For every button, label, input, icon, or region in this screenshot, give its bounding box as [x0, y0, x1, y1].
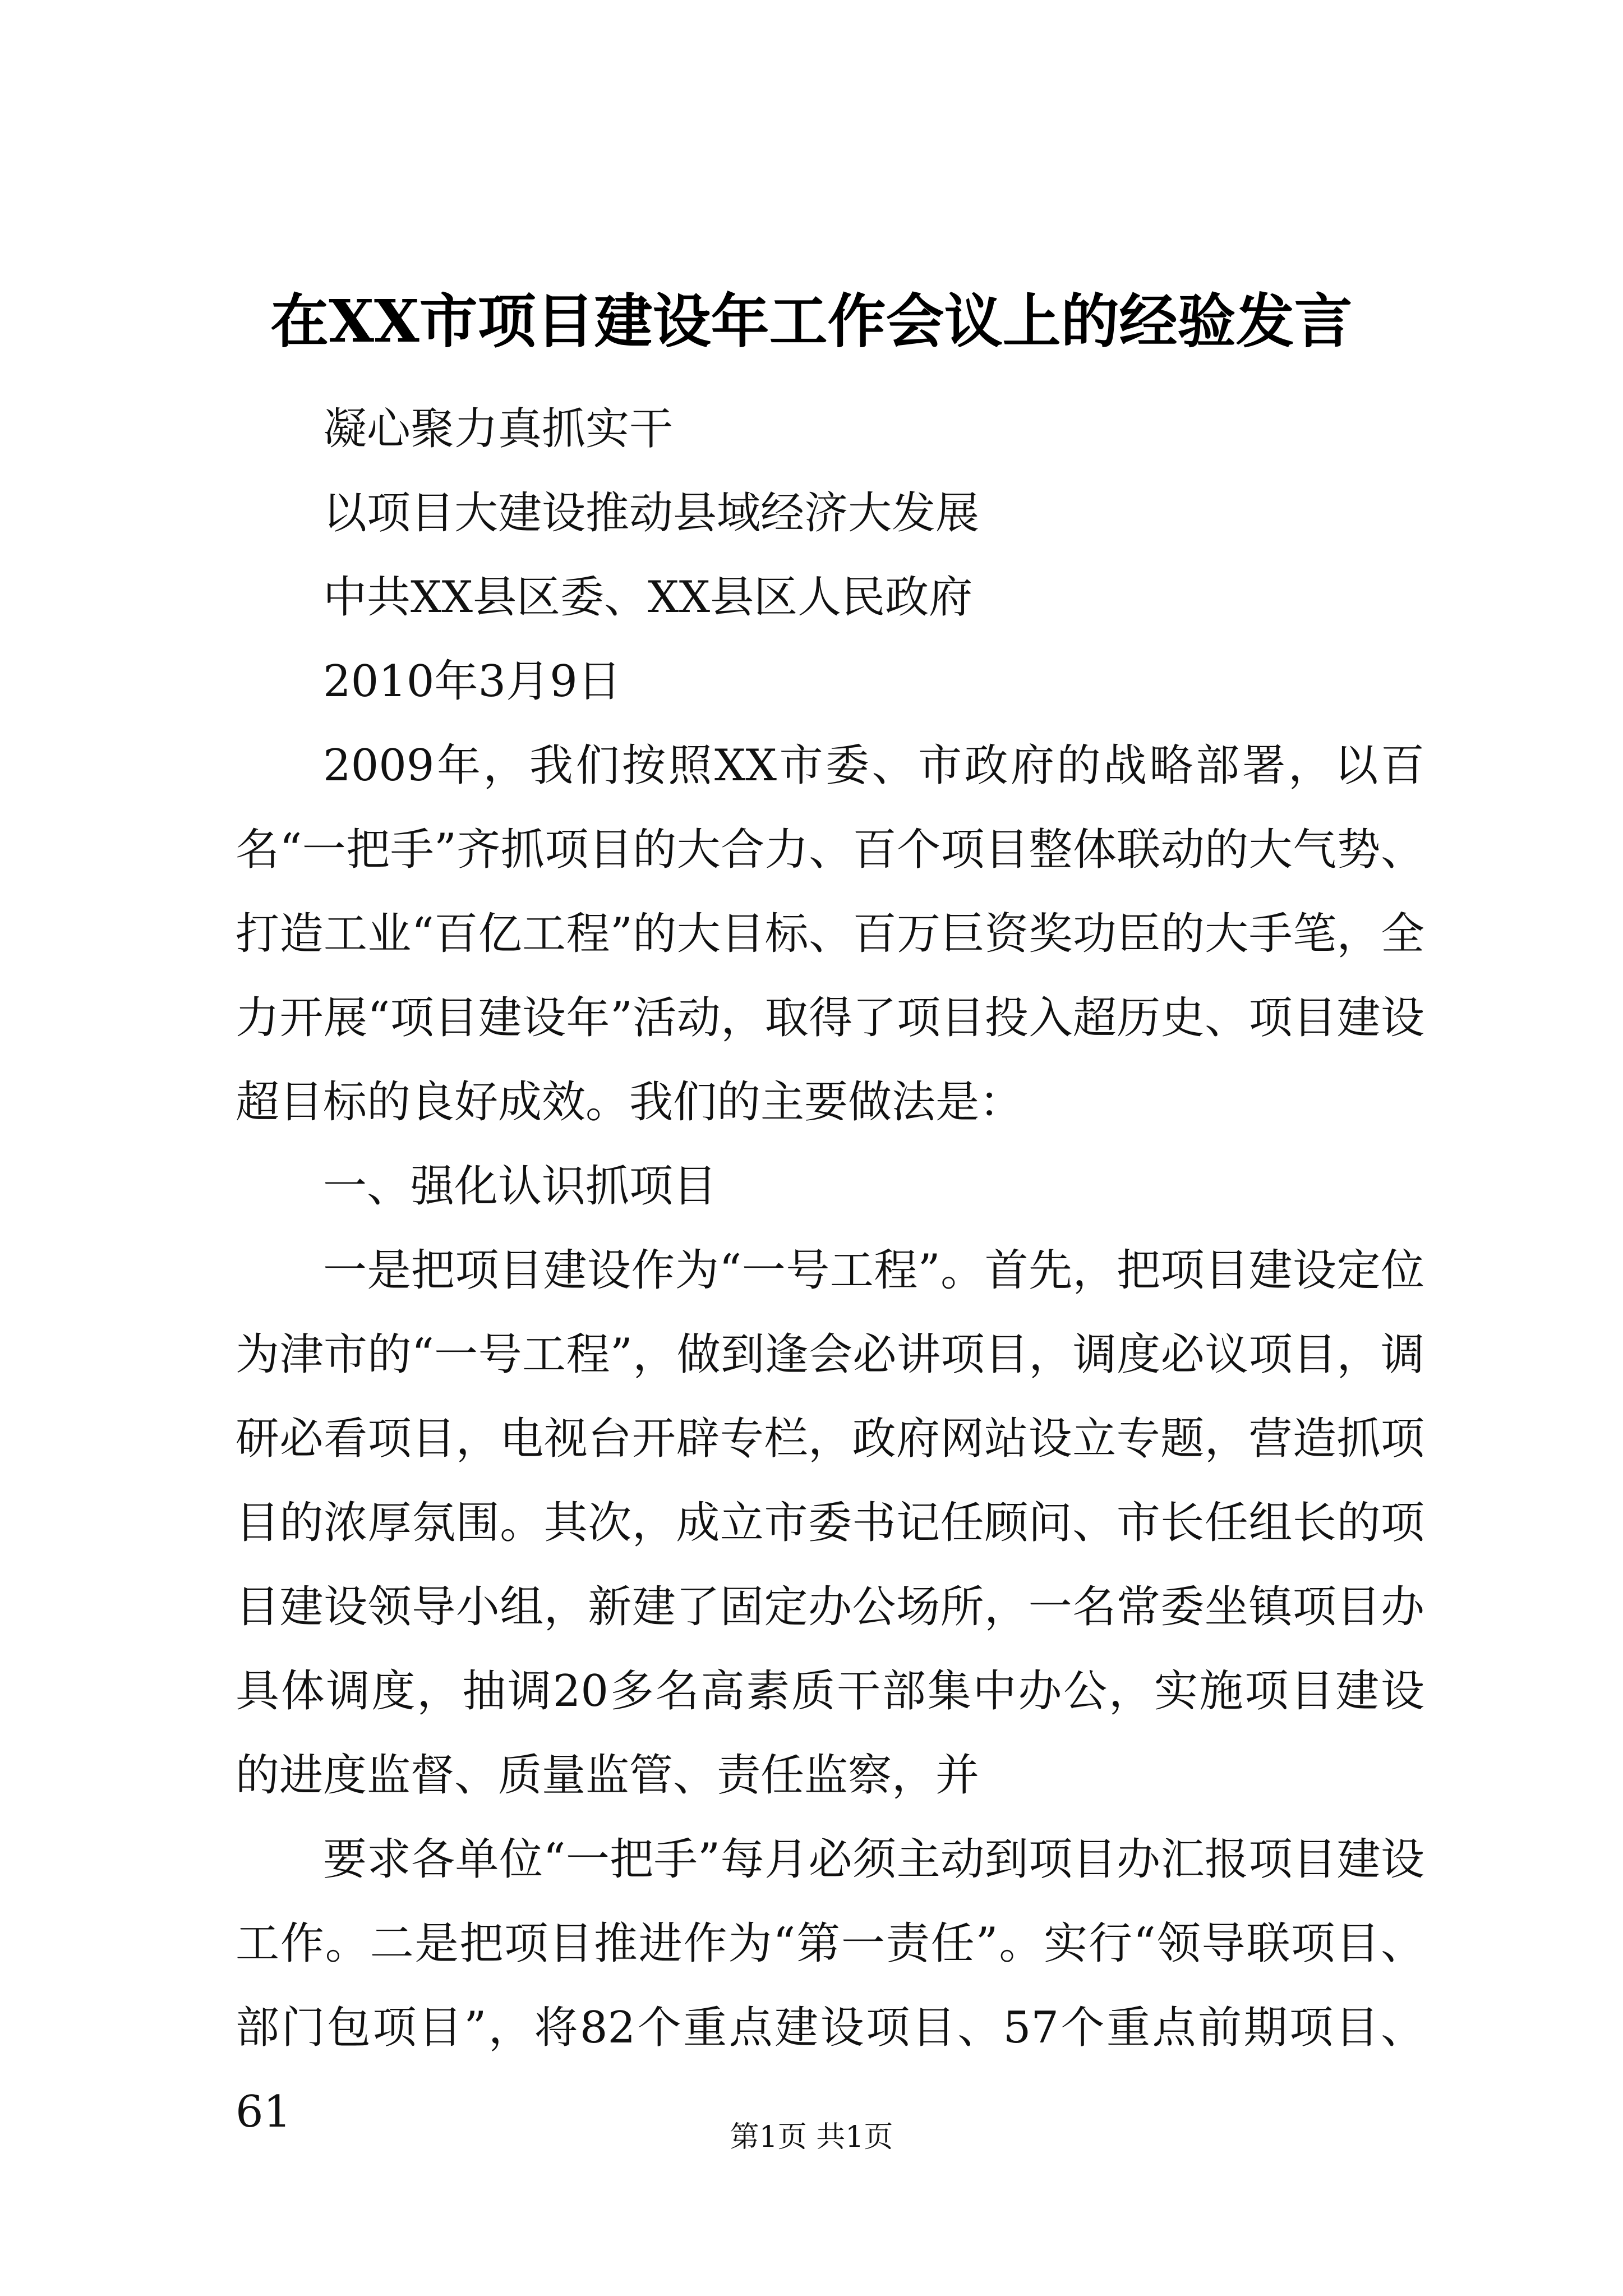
page-footer: 第1页 共1页 — [730, 2120, 893, 2154]
organization-line: 中共XX县区委、XX县区人民政府 — [323, 572, 973, 623]
paragraph-section-1: 一是把项目建设作为“一号工程”。首先，把项目建设定位为津市的“一号工程”，做到逢会必讲项目，调度必议项目，调研必看项目，电视台开辟专栏，政府网站设立专题，营造抓项目的浓厚氛围。其次，成立市委书记任顾问、市长任组长的项目建设领导小组，新建了固定办公场所，一名常委坐镇项目办具体调度，抽调20多名高素质干部集中办公，实施项目建设的进度监督、质量监管、责任监察，并 — [236, 1245, 1424, 1801]
paragraph-intro: 2009年，我们按照XX市委、市政府的战略部署，以百名“一把手”齐抓项目的大合力、百个项目整体联动的大气势、打造工业“百亿工程”的大目标、百万巨资奖功臣的大手笔，全力开展“项目建设年”活动，取得了项目投入超历史、项目建设超目标的良好成效。我们的主要做法是： — [236, 740, 1424, 1128]
subtitle-line-2: 以项目大建设推动县域经济大发展 — [323, 488, 980, 539]
document-body — [236, 387, 1424, 2154]
document-title: 在XX市项目建设年工作会议上的经验发言 — [270, 287, 1353, 356]
section-heading-1: 一、强化认识抓项目 — [323, 1161, 717, 1212]
subtitle-line-1: 凝心聚力真抓实干 — [323, 404, 674, 454]
paragraph-continued: 要求各单位“一把手”每月必须主动到项目办汇报项目建设工作。二是把项目推进作为“第一责任”。实行“领导联项目、部门包项目”，将82个重点建设项目、57个重点前期项目、61 — [236, 1834, 1424, 2137]
date-line: 2010年3月9日 — [323, 656, 621, 707]
